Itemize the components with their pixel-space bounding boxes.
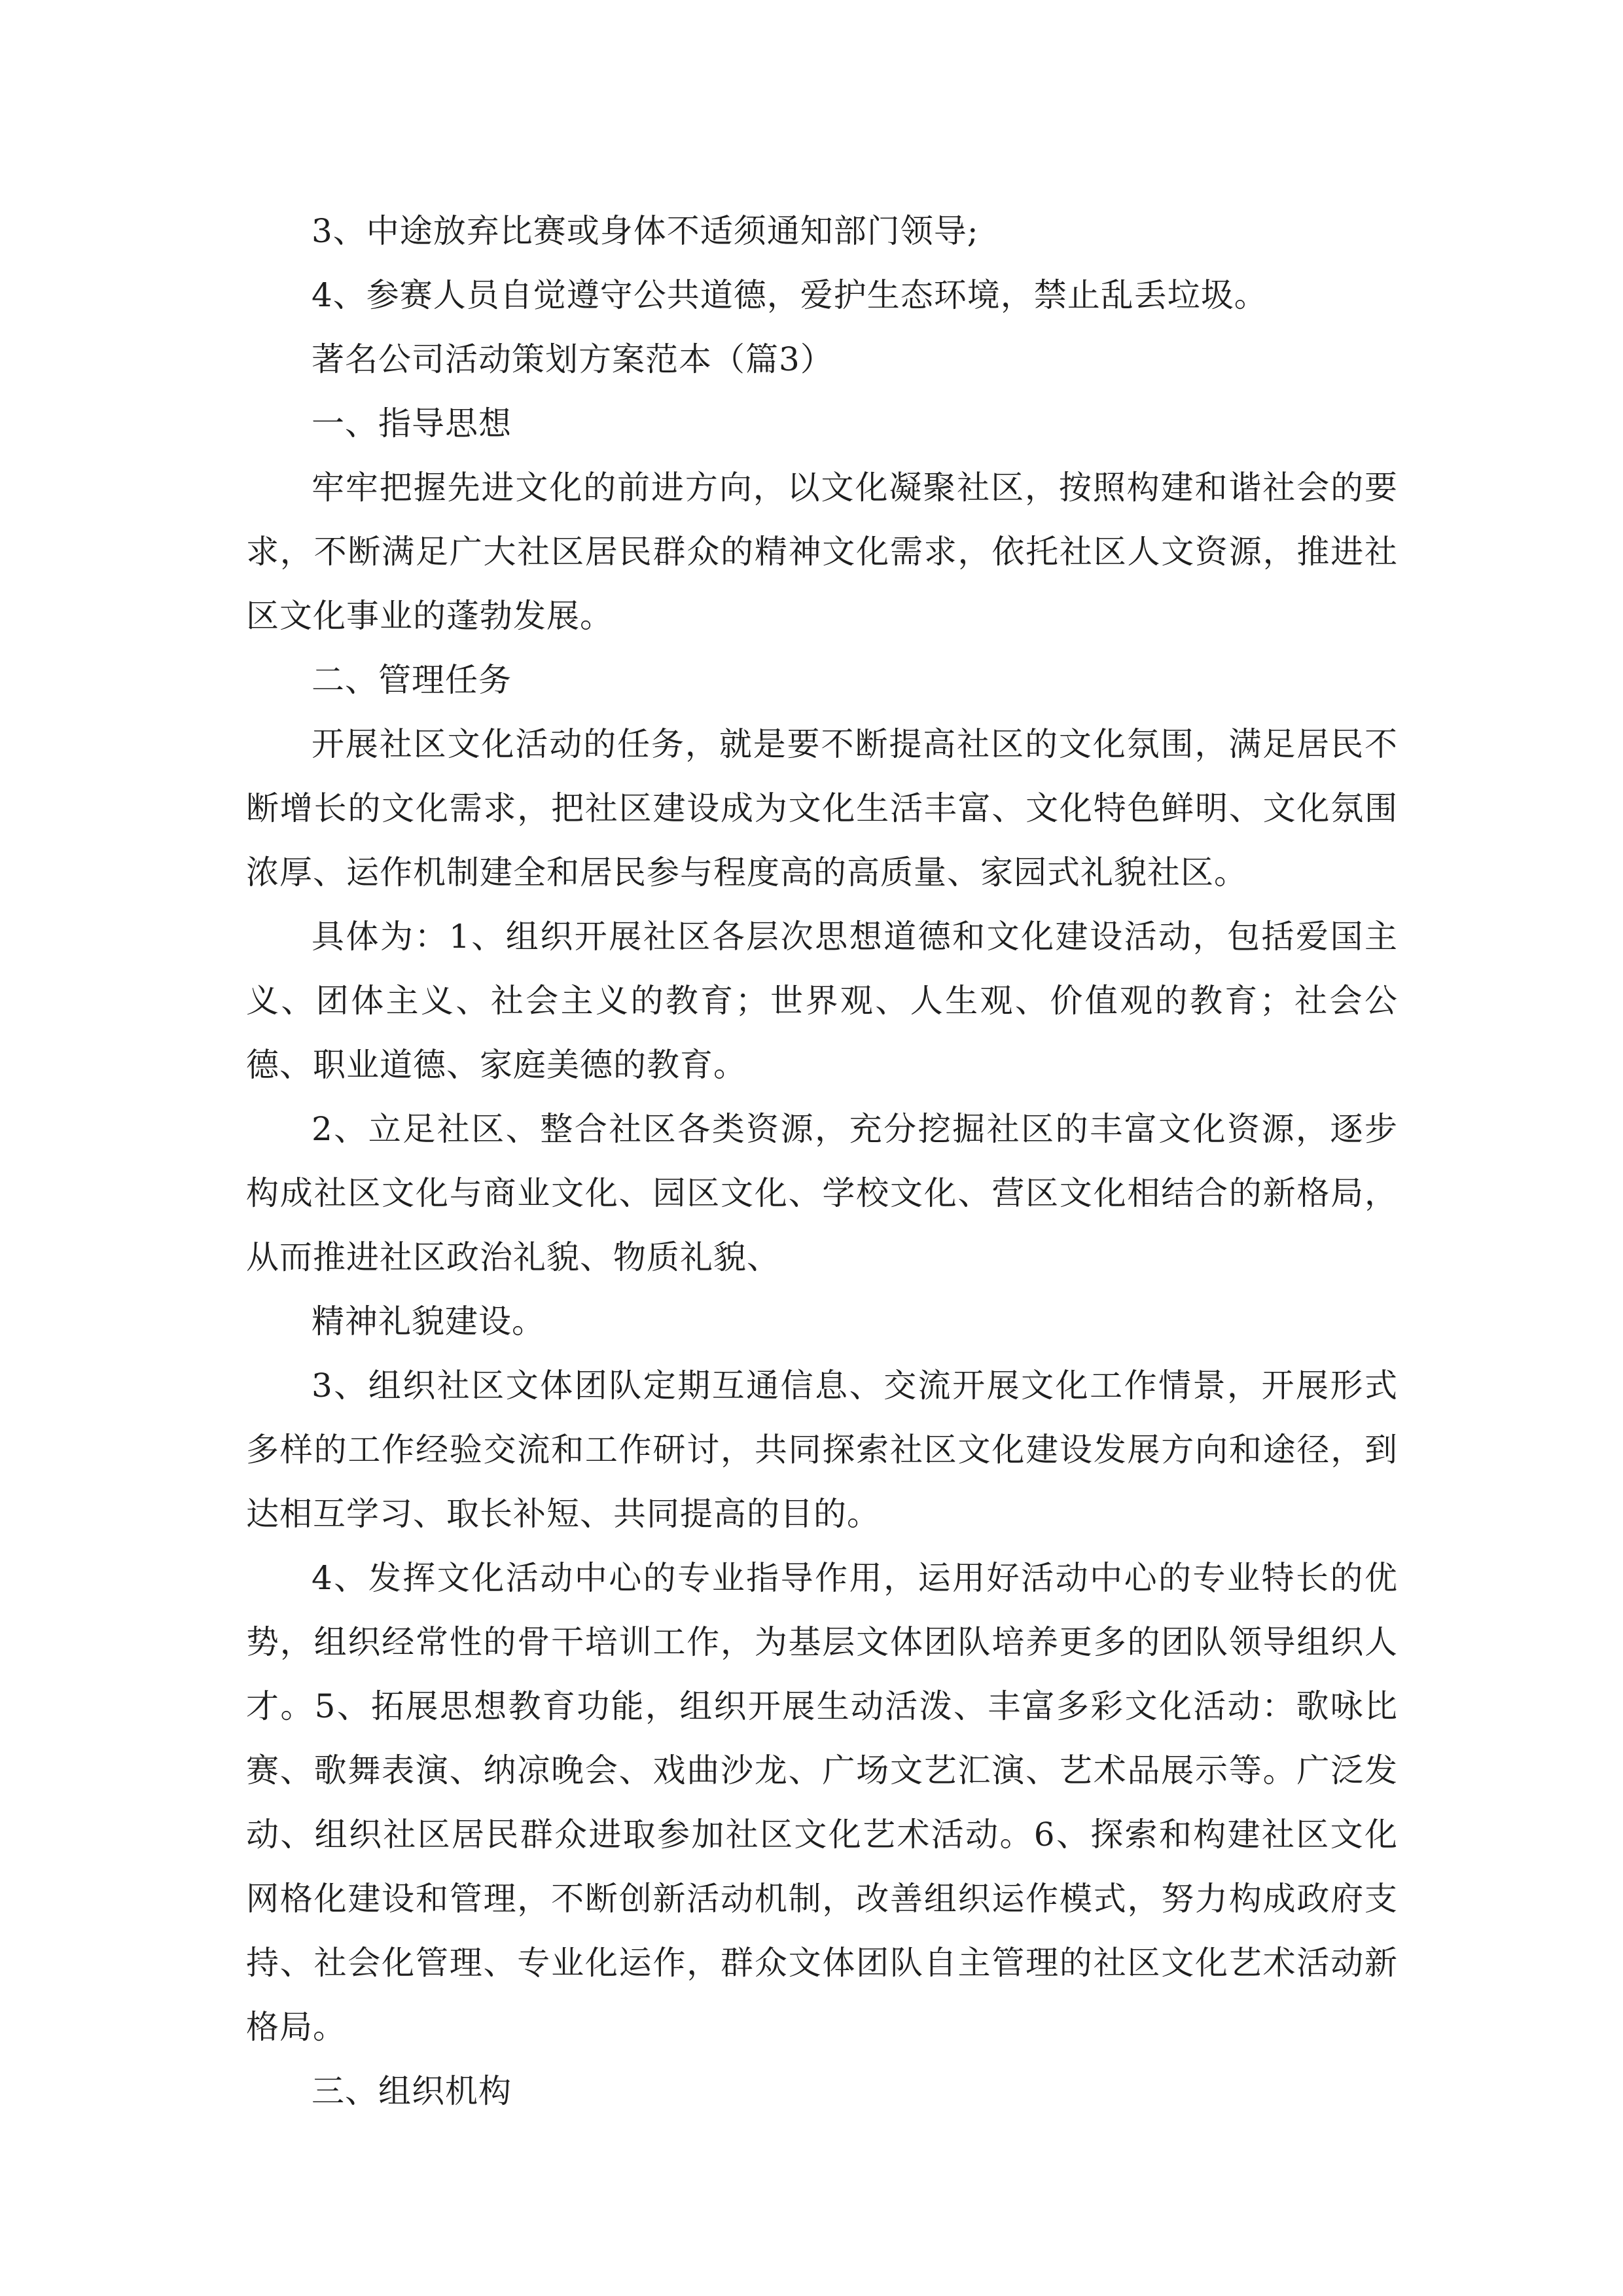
heading-management-tasks: 二、管理任务 (312, 661, 512, 699)
paragraph-task-4-6: 4、发挥文化活动中心的专业指导作用，运用好活动中心的专业特长的优势，组织经常性的骨干培训工作，为基层文体团队培养更多的团队领导组织人才。5、拓展思想教育功能，组织开展生动活泼、丰富多彩文化活动：歌咏比赛、歌舞表演、纳凉晚会、戏曲沙龙、广场文艺汇演、艺术品展示等。广泛发动、组织社区居民群众进取参加社区文化艺术活动。6、探索和构建社区文化网格化建设和管理，不断创新活动机制，改善组织运作模式，努力构成政府支持、社会化管理、专业化运作，群众文体团队自主管理的社区文化艺术活动新格局。 (246, 1559, 1398, 2046)
paragraph-rule-3: 3、中途放弃比赛或身体不适须通知部门领导; (312, 212, 979, 250)
paragraph-task-2-continued: 精神礼貌建设。 (312, 1302, 545, 1340)
paragraph-rule-4: 4、参赛人员自觉遵守公共道德，爱护生态环境，禁止乱丢垃圾。 (312, 276, 1268, 314)
paragraph-task-2: 2、立足社区、整合社区各类资源，充分挖掘社区的丰富文化资源，逐步构成社区文化与商业文化、园区文化、学校文化、营区文化相结合的新格局，从而推进社区政治礼貌、物质礼貌、 (246, 1110, 1398, 1276)
paragraph-management-tasks: 开展社区文化活动的任务，就是要不断提高社区的文化氛围，满足居民不断增长的文化需求，把社区建设成为文化生活丰富、文化特色鲜明、文化氛围浓厚、运作机制建全和居民参与程度高的高质量、家园式礼貌社区。 (246, 725, 1398, 891)
document-body (246, 199, 1398, 2123)
paragraph-task-1: 具体为：1、组织开展社区各层次思想道德和文化建设活动，包括爱国主义、团体主义、社会主义的教育；世界观、人生观、价值观的教育；社会公德、职业道德、家庭美德的教育。 (246, 918, 1398, 1084)
heading-guiding-ideology: 一、指导思想 (312, 404, 512, 442)
paragraph-task-3: 3、组织社区文体团队定期互通信息、交流开展文化工作情景，开展形式多样的工作经验交流和工作研讨，共同探索社区文化建设发展方向和途径，到达相互学习、取长补短、共同提高的目的。 (246, 1367, 1398, 1533)
paragraph-guiding-ideology: 牢牢把握先进文化的前进方向，以文化凝聚社区，按照构建和谐社会的要求，不断满足广大社区居民群众的精神文化需求，依托社区人文资源，推进社区文化事业的蓬勃发展。 (246, 469, 1398, 635)
section-title: 著名公司活动策划方案范本（篇3） (312, 340, 834, 378)
heading-organization: 三、组织机构 (312, 2072, 512, 2110)
